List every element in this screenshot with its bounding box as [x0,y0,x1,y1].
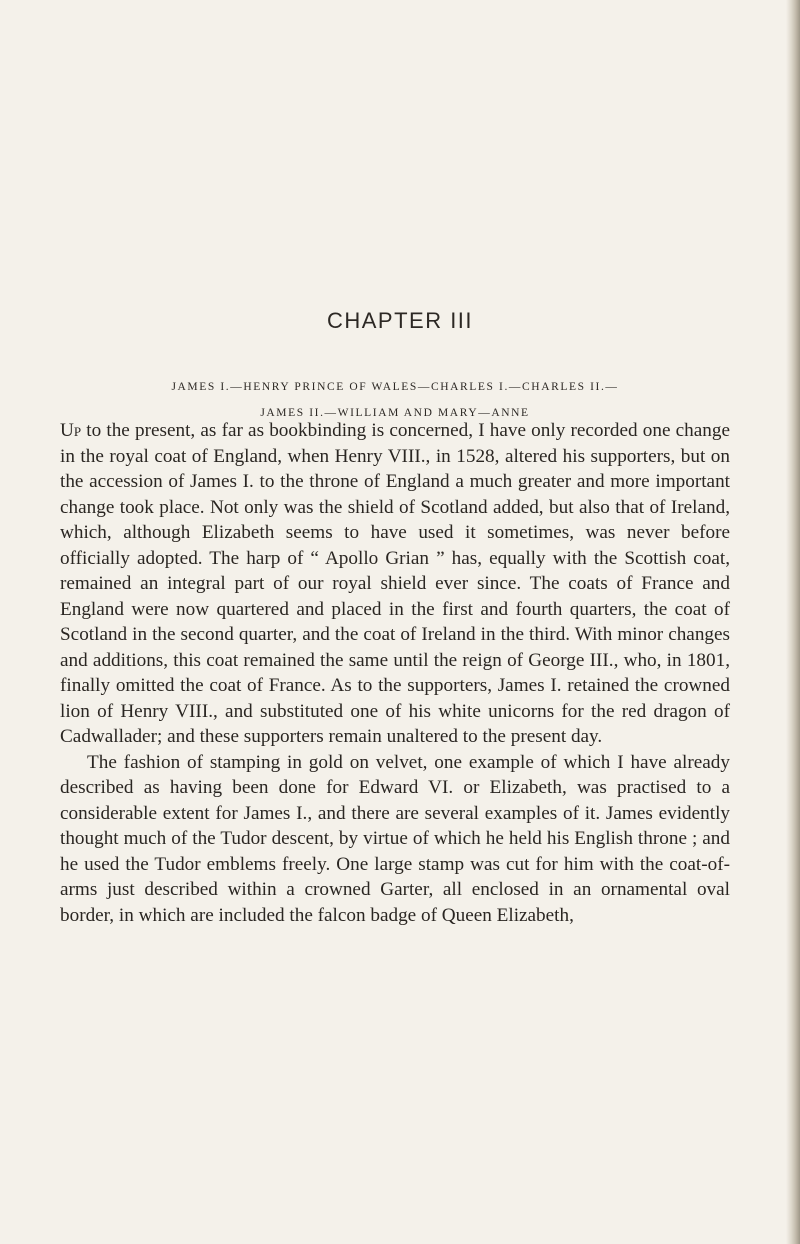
page-edge-shadow [786,0,800,1244]
paragraph-1-text: to the present, as far as bookbinding is concerned, I have only recorded one change in the royal coat of England, when Henry VIII., in 1528, altered his supporters, but on the accession of James I. to the throne of England a much greater and more important change took place. Not only was the shield of Scotland added, but also that of Ireland, which, although Elizabeth seems to have used it sometimes, was never before officially adopted. The harp of “ Apollo Grian ” has, equally with the Scottish coat, remained an integral part of our royal shield ever since. The coats of France and England were now quartered and placed in the first and fourth quarters, the coat of Scotland in the second quarter, and the coat of Ireland in the third. With minor changes and additions, this coat remained the same until the reign of George III., who, in 1801, finally omitted the coat of France. As to the supporters, James I. retained the crowned lion of Henry VIII., and substituted one of his white unicorns for the red dragon of Cadwallader; and these supporters remain unaltered to the present day. [60,420,730,747]
subheading-line-1: JAMES I.—HENRY PRINCE OF WALES—CHARLES I.—CHARLES II.— [171,381,619,393]
chapter-title: CHAPTER III [326,308,474,333]
paragraph-2: The fashion of stamping in gold on velvet, one example of which I have already described as having been done for Edward VI. or Elizabeth, was practised to a considerable extent for James I., and there are several examples of it. James evidently thought much of the Tudor descent, by virtue of which he held his English throne ; and he used the Tudor emblems freely. One large stamp was cut for him with the coat-of-arms just described within a crowned Garter, all enclosed in an ornamental oval border, in which are included the falcon badge of Queen Elizabeth, [60,751,730,926]
paragraph-lead-word: Up [60,420,82,441]
paragraph-1 [60,418,730,750]
body-text [60,418,730,928]
subheading-line-2: JAMES II.—WILLIAM AND MARY—ANNE [260,407,530,419]
